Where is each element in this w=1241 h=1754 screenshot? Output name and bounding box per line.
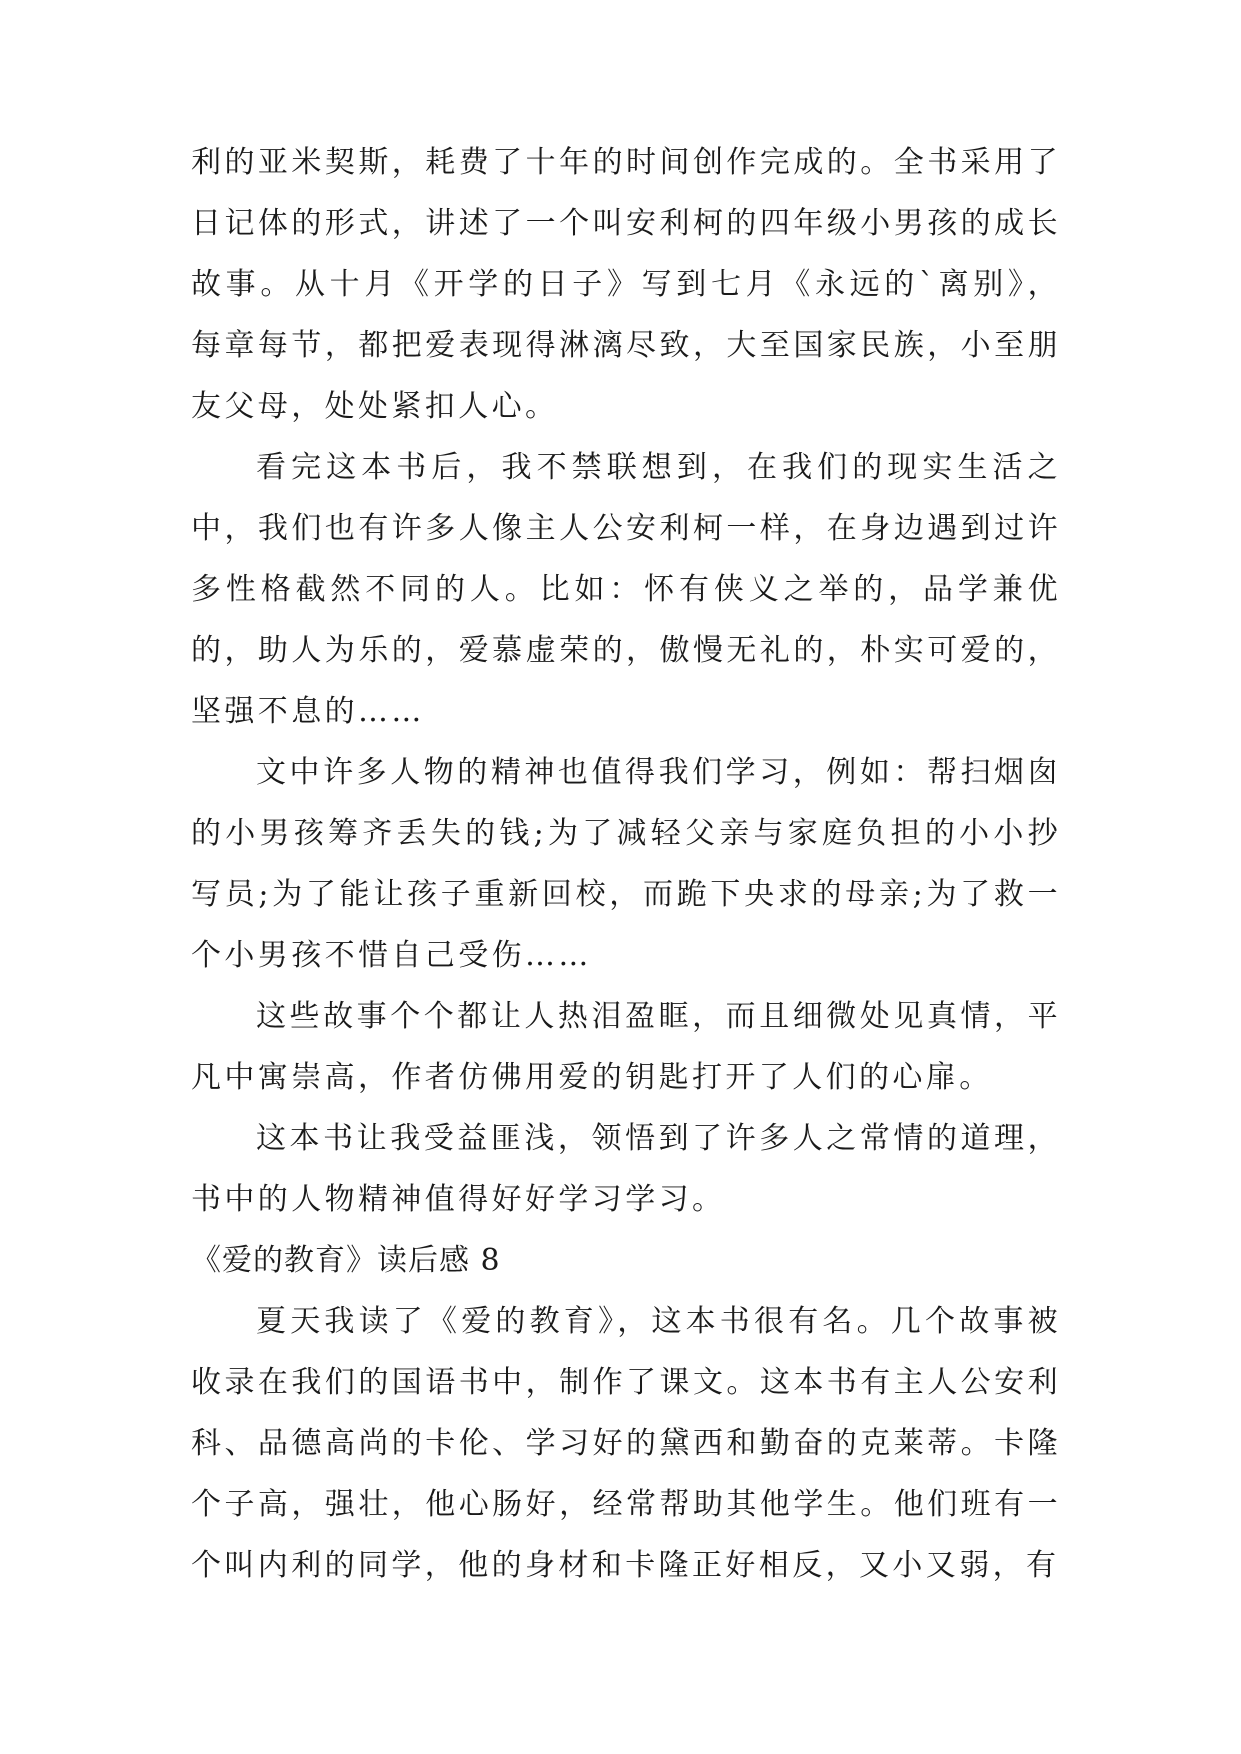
paragraph-1: 利的亚米契斯，耗费了十年的时间创作完成的。全书采用了日记体的形式，讲述了一个叫安利柯的四年级小男孩的成长故事。从十月《开学的日子》写到七月《永远的`离别》，每章每节，都把爱表现得淋漓尽致，大至国家民族，小至朋友父母，处处紧扣人心。 — [191, 145, 1061, 424]
paragraph-2: 看完这本书后，我不禁联想到，在我们的现实生活之中，我们也有许多人像主人公安利柯一样，在身边遇到过许多性格截然不同的人。比如：怀有侠义之举的，品学兼优的，助人为乐的，爱慕虚荣的，傲慢无礼的，朴实可爱的，坚强不息的…… — [191, 450, 1061, 729]
paragraph-5: 这本书让我受益匪浅，领悟到了许多人之常情的道理，书中的人物精神值得好好学习学习。 — [191, 1121, 1061, 1217]
section-heading: 《爱的教育》读后感 8 — [191, 1243, 501, 1278]
paragraph-3: 文中许多人物的精神也值得我们学习，例如：帮扫烟囱的小男孩筹齐丢失的钱;为了减轻父亲与家庭负担的小小抄写员;为了能让孩子重新回校，而跪下央求的母亲;为了救一个小男孩不惜自己受伤…… — [191, 755, 1061, 973]
document-page — [191, 132, 1061, 1596]
section-paragraph: 夏天我读了《爱的教育》，这本书很有名。几个故事被收录在我们的国语书中，制作了课文。这本书有主人公安利科、品德高尚的卡伦、学习好的黛西和勤奋的克莱蒂。卡隆个子高，强壮，他心肠好，经常帮助其他学生。他们班有一个叫内利的同学，他的身材和卡隆正好相反，又小又弱，有 — [191, 1304, 1061, 1583]
paragraph-4: 这些故事个个都让人热泪盈眶，而且细微处见真情，平凡中寓崇高，作者仿佛用爱的钥匙打开了人们的心扉。 — [191, 999, 1061, 1095]
